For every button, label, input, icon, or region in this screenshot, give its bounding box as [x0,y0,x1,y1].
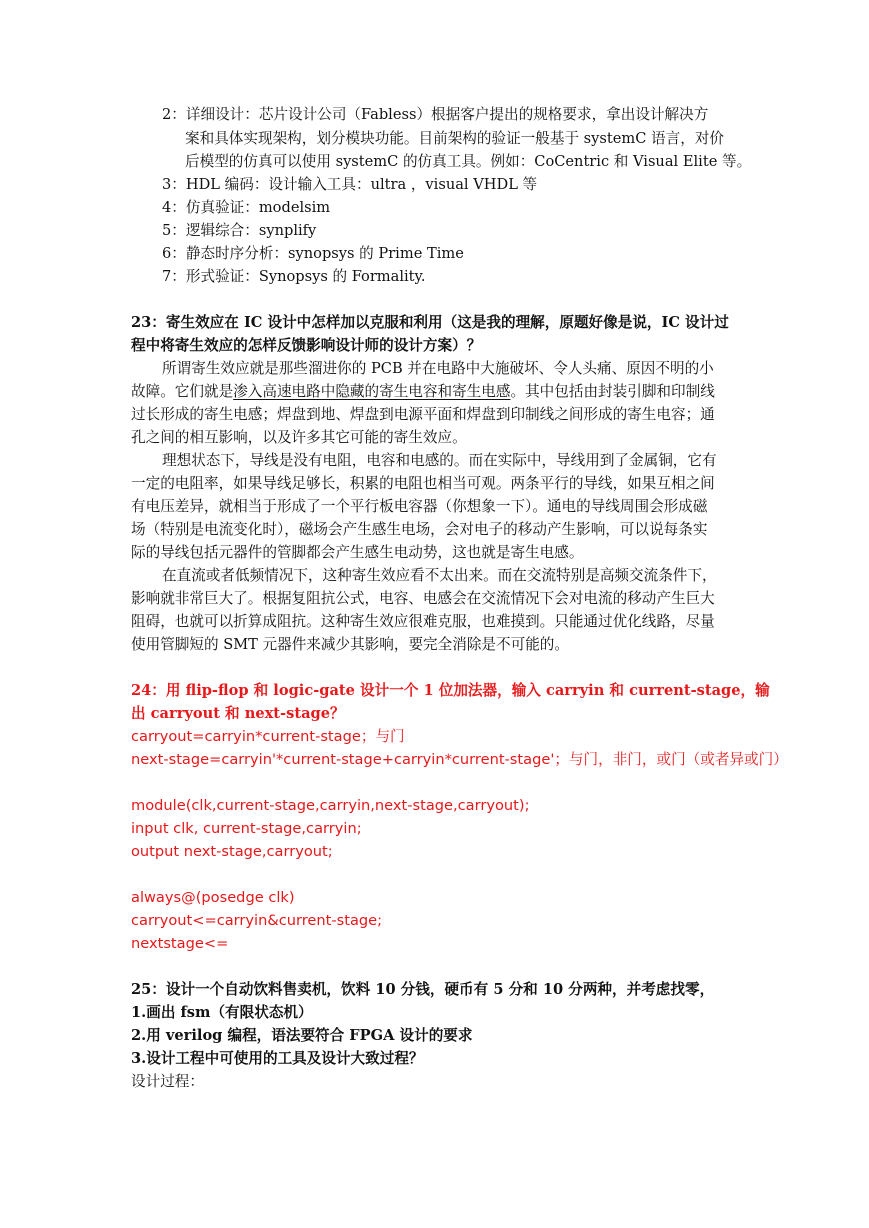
q23-p3-line-2: 影响就非常巨大了。根据复阻抗公式，电容、电感会在交流情况下会对电流的移动产生巨大 [131,590,715,607]
code-line: nextstage<= [131,935,229,952]
step-2-line-1: 2：详细设计：芯片设计公司（Fabless）根据客户提出的规格要求，拿出设计解决方 [162,106,709,123]
step-4: 4：仿真验证：modelsim [162,199,331,216]
q23-underlined-phrase: 渗入高速电路中隐藏的寄生电容和寄生电感 [233,383,511,400]
q23-p2-line-4: 场（特别是电流变化时），磁场会产生感生电场，会对电子的移动产生影响，可以说每条实 [131,521,708,538]
q25-process-label: 设计过程： [131,1073,204,1090]
q23-p2-line-5: 际的导线包括元器件的管脚都会产生感生电动势，这也就是寄生电感。 [131,544,584,561]
step-3: 3：HDL 编码：设计输入工具：ultra ，visual VHDL 等 [162,176,538,193]
code-line: input clk, current-stage,carryin; [131,820,362,837]
q25-item-1: 1.画出 fsm（有限状态机） [131,1004,313,1021]
q25-item-3: 3.设计工程中可使用的工具及设计大致过程？ [131,1050,424,1067]
q23-p1-line-2-after: 。其中包括由封装引脚和印制线 [510,383,715,400]
step-7: 7：形式验证：Synopsys 的 Formality. [162,268,426,285]
q23-p3-line-1: 在直流或者低频情况下，这种寄生效应看不太出来。而在交流特别是高频交流条件下， [162,567,717,584]
q23-p1-line-2-before: 故障。它们就是 [131,383,234,400]
q24-eq2-code: next-stage=carryin'*current-stage+carryin*current-stage'； [131,751,569,768]
q23-p1-line-1: 所谓寄生效应就是那些溜进你的 PCB 并在电路中大施破坏、令人头痛、原因不明的小 [162,360,714,377]
q24-eq2-note: 与门，非门，或门（或者异或门） [568,751,788,768]
q25-item-2: 2.用 verilog 编程，语法要符合 FPGA 设计的要求 [131,1027,473,1044]
q24-title-line-1: 24：用 flip-flop 和 logic-gate 设计一个 1 位加法器，输入 carryin 和 current-stage，输 [131,682,770,699]
step-2-line-2: 案和具体实现架构，划分模块功能。目前架构的验证一般基于 systemC 语言，对价 [185,130,725,147]
q24-eq1-code: carryout=carryin*current-stage； [131,728,376,745]
q24-title-line-2: 出 carryout 和 next-stage？ [131,705,345,722]
q23-p1-line-3: 过长形成的寄生电感；焊盘到地、焊盘到电源平面和焊盘到印制线之间形成的寄生电容；通 [131,406,715,423]
q23-p3-line-4: 使用管脚短的 SMT 元器件来减少其影响，要完全消除是不可能的。 [131,636,569,653]
code-line: always@(posedge clk) [131,889,295,906]
q23-p1-line-2 [131,381,715,403]
q24-eq1-note: 与门 [375,728,405,745]
q23-p2-line-2: 一定的电阻率，如果导线足够长，积累的电阻也相当可观。两条平行的导线，如果互相之间 [131,475,715,492]
q23-p1-line-4: 孔之间的相互影响，以及许多其它可能的寄生效应。 [131,429,467,446]
q23-title-line-1: 23：寄生效应在 IC 设计中怎样加以克服和利用（这是我的理解，原题好像是说，IC 设计过 [131,314,729,331]
q24-equation-1 [131,726,405,748]
code-line: carryout<=carryin&current-stage; [131,912,383,929]
q24-equation-2 [131,749,788,771]
q23-p3-line-3: 阻碍，也就可以折算成阻抗。这种寄生效应很难克服，也难摸到。只能通过优化线路，尽量 [131,613,715,630]
code-line: output next-stage,carryout; [131,843,333,860]
q23-p2-line-3: 有电压差异，就相当于形成了一个平行板电容器（你想象一下）。通电的导线周围会形成磁 [131,498,708,515]
step-6: 6：静态时序分析：synopsys 的 Prime Time [162,245,464,262]
q23-p2-line-1: 理想状态下，导线是没有电阻，电容和电感的。而在实际中，导线用到了金属铜，它有 [162,452,717,469]
q23-title-line-2: 程中将寄生效应的怎样反馈影响设计师的设计方案）？ [131,337,482,354]
step-5: 5：逻辑综合：synplify [162,222,317,239]
q25-title: 25：设计一个自动饮料售卖机，饮料 10 分钱，硬币有 5 分和 10 分两种，并考虑找零， [131,981,715,998]
step-2-line-3: 后模型的仿真可以使用 systemC 的仿真工具。例如：CoCentric 和 Visual Elite 等。 [185,153,752,170]
code-line: module(clk,current-stage,carryin,next-stage,carryout); [131,797,530,814]
